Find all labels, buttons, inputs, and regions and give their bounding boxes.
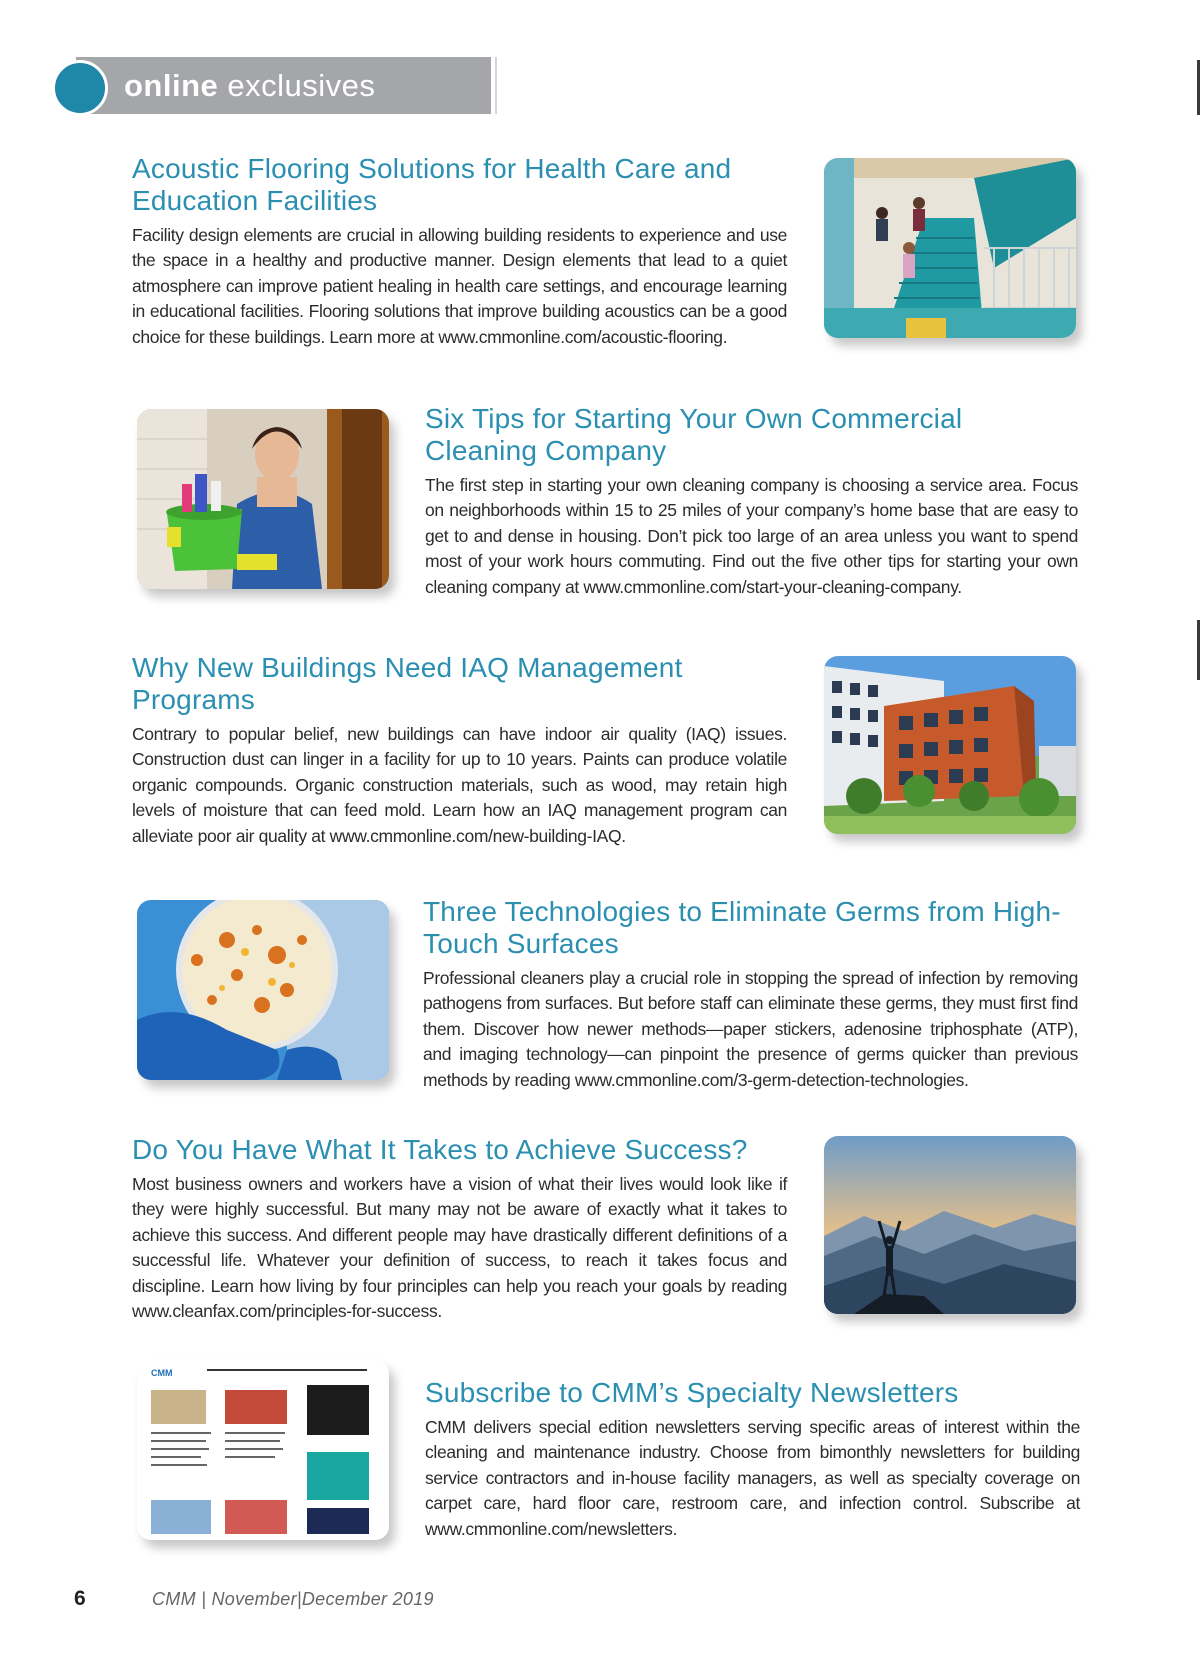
article-germ-technologies: [423, 896, 1078, 1093]
apartment-building-photo: [824, 656, 1076, 834]
article-body: Contrary to popular belief, new buildings can have indoor air quality (IAQ) issues. Construction dust can linger in a facility for up to 10 years. Paints can produce volatile organic compounds. Organic construction materials, such as wood, may retain high levels of moisture that can feed mold. Learn how an IAQ management program can alleviate poor air quality at www.cmmonline.com/new-building-IAQ.: [132, 724, 787, 846]
section-title-bold: online: [124, 68, 219, 103]
article-title[interactable]: Do You Have What It Takes to Achieve Success?: [132, 1134, 748, 1165]
article-acoustic-flooring: [132, 153, 787, 350]
article-body: Facility design elements are crucial in allowing building residents to experience and use the space in a healthy and productive manner. Design elements that lead to a quiet atmosphere can improve patient healing in health care settings, and encourage learning in educational facilities. Flooring solutions that improve building acoustics can be a good choice for these buildings. Learn more at www.cmmonline.com/acoustic-flooring.: [132, 225, 787, 347]
newsletter-screenshot: [137, 1360, 389, 1540]
article-title[interactable]: Why New Buildings Need IAQ Management Programs: [132, 652, 683, 715]
mountain-summit-photo: [824, 1136, 1076, 1314]
petri-dish-photo: [137, 900, 389, 1080]
cleaner-with-bucket-photo: [137, 409, 389, 589]
article-achieve-success: [132, 1134, 787, 1324]
page-number: 6: [74, 1587, 86, 1610]
school-stairway-photo: [824, 158, 1076, 338]
section-title: [124, 66, 375, 106]
article-body: Professional cleaners play a crucial role in stopping the spread of infection by removing pathogens from surfaces. But before staff can eliminate these germs, they must first find them. Discover how newer methods—paper stickers, adenosine triphosphate (ATP), and imaging technology—can pinpoint the presence of germs quicker than previous methods by reading www.cmmonline.com/3-germ-detection-technologies.: [423, 968, 1078, 1090]
article-title[interactable]: Six Tips for Starting Your Own Commercial Cleaning Company: [425, 403, 963, 466]
newsletter-logo-text: CMM: [151, 1368, 173, 1378]
article-newsletters: [425, 1377, 1080, 1542]
banner-divider: [495, 57, 497, 114]
article-body: The first step in starting your own cleaning company is choosing a service area. Focus on neighborhoods within 15 to 25 miles of your company’s home base that are easy to get to and dense in housing. Don’t pick too large of an area unless you want to spend most of your work hours commuting. Find out the five other tips for starting your own cleaning company at www.cmmonline.com/start-your-cleaning-company.: [425, 475, 1078, 597]
article-iaq-programs: [132, 652, 787, 849]
article-cleaning-company: [425, 403, 1078, 600]
article-title[interactable]: Acoustic Flooring Solutions for Health Care and Education Facilities: [132, 153, 732, 216]
article-body: CMM delivers special edition newsletters serving specific areas of interest within the cleaning and maintenance industry. Choose from bimonthly newsletters for building service contractors and in-house facility managers, as well as specialty coverage on carpet care, hard floor care, restroom care, and infection control. Subscribe at www.cmmonline.com/newsletters.: [425, 1417, 1080, 1539]
section-title-rest: exclusives: [218, 68, 376, 103]
article-title[interactable]: Three Technologies to Eliminate Germs from High-Touch Surfaces: [423, 896, 1061, 959]
article-body: Most business owners and workers have a vision of what their lives would look like if they were highly successful. But many may not be aware of exactly what it takes to achieve this success. And different people may have drastically different definitions of a successful life. Whatever your definition of success, to reach it takes focus and discipline. Learn how living by four principles can help you reach your goals by reading www.cleanfax.com/principles-for-success.: [132, 1174, 787, 1322]
banner-circle-icon: [52, 60, 108, 116]
article-title[interactable]: Subscribe to CMM’s Specialty Newsletters: [425, 1377, 959, 1408]
publication-line: CMM | November|December 2019: [152, 1589, 434, 1609]
